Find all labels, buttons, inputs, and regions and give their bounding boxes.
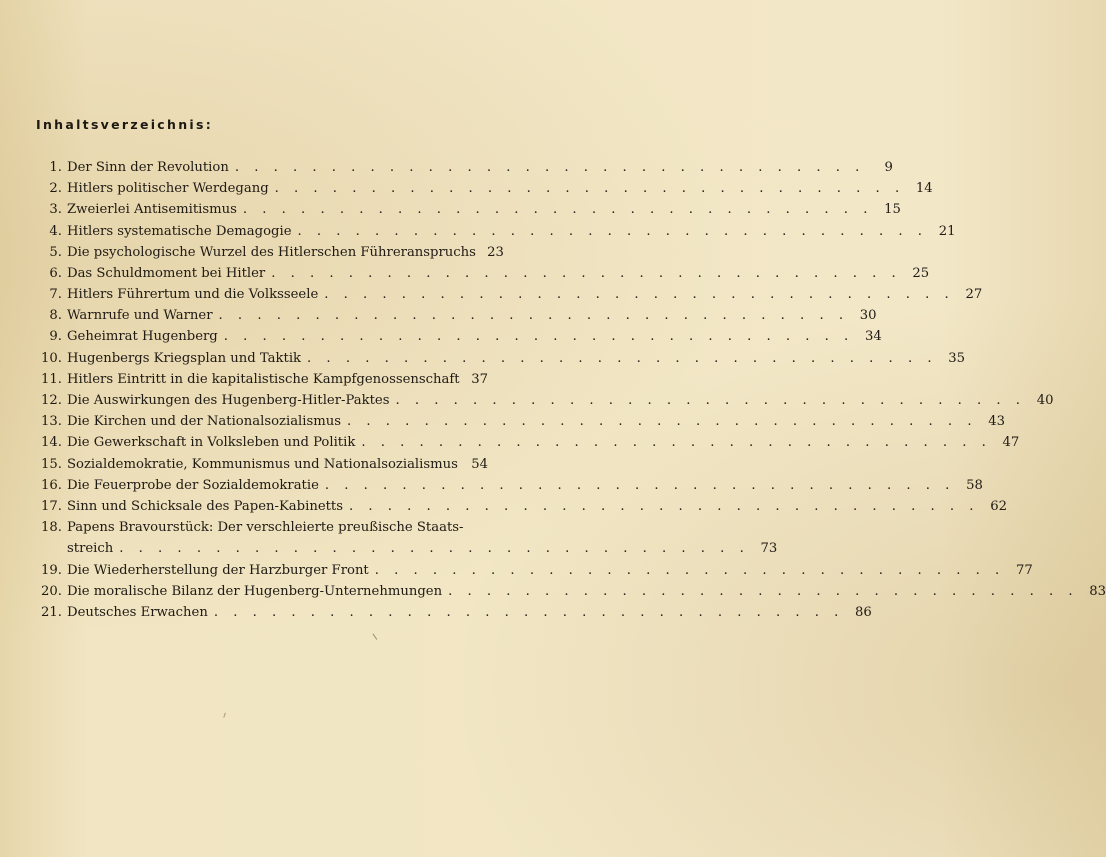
toc-entry-page: 30	[859, 308, 877, 324]
toc-entry-title: Zweierlei Antisemitismus	[67, 202, 237, 218]
toc-entry-page: 58	[966, 477, 983, 493]
toc-entry-title: Warnrufe und Warner	[67, 308, 213, 324]
toc-entry-title: Die moralische Bilanz der Hugenberg-Unternehmungen	[67, 583, 443, 599]
toc-entry-number: 20.	[41, 583, 62, 599]
toc-entry-page: 77	[1015, 562, 1033, 578]
toc-entry-title: Der Sinn der Revolution	[67, 159, 229, 175]
toc-entry-title: Hitlers systematische Demagogie	[67, 223, 292, 239]
leader-dots: . . . . . . . . . . . . . . . . . . . . . . . . . . . . . . . . .	[348, 498, 979, 514]
toc-entry-page: 34	[864, 329, 882, 345]
toc-entry-number: 7.	[49, 287, 62, 303]
toc-entry	[36, 411, 1006, 432]
toc-entry	[36, 327, 882, 348]
toc-entry-number: 6.	[49, 265, 62, 281]
toc-entry-title: Hitlers Führertum und die Volksseele	[67, 287, 319, 303]
toc-entry-number: 15.	[41, 456, 62, 472]
leader-dots: . . . . . . . . . . . . . . . . . . . . . . . . . . . . . . . . .	[218, 308, 849, 324]
toc-entry-number: 8.	[49, 308, 62, 324]
leader-dots: . . . . . . . . . . . . . . . . . . . . . . . . . . . . . . . . .	[213, 604, 844, 620]
leader-dots: . . . . . . . . . . . . . . . . . . . . . . . . . . . . . . . . .	[361, 435, 992, 451]
leader-dots: . . . . . . . . . . . . . . . . . . . . . . . . . . . . . . . . .	[223, 329, 854, 345]
toc-entry-title: Die psychologische Wurzel des Hitlerschen Führeranspruchs	[67, 244, 476, 260]
paper-mark	[223, 713, 228, 719]
leader-dots: . . . . . . . . . . . . . . . . . . . . . . . . . . . . . . . . .	[242, 202, 873, 218]
toc-entry	[36, 221, 956, 242]
toc-entry-title: Die Wiederherstellung der Harzburger Front	[67, 562, 369, 578]
toc-entry-page: 27	[965, 287, 983, 303]
toc-entry-number: 13.	[41, 414, 62, 430]
toc-entry-title-continued: streich	[67, 541, 114, 557]
toc-entry-page: 21	[938, 223, 956, 239]
toc-heading: Inhaltsverzeichnis:	[36, 117, 214, 132]
leader-dots: . . . . . . . . . . . . . . . . . . . . . . . . . . . . . . . . .	[234, 159, 865, 175]
toc-entry	[36, 602, 872, 623]
paper-mark	[372, 631, 380, 640]
toc-entry	[36, 560, 1033, 581]
toc-entry-page: 73	[760, 541, 778, 557]
leader-dots: . . . . . . . . . . . . . . . . . . . . . . . . . . . . . . . . .	[297, 223, 928, 239]
toc-entry	[36, 263, 930, 284]
toc-entry-title: Hitlers Eintritt in die kapitalistische Kampfgenossenschaft	[67, 371, 460, 387]
toc-entry-number: 21.	[41, 604, 62, 620]
leader-dots: . . . . . . . . . . . . . . . . . . . . . . . . . . . . . . . . .	[119, 541, 750, 557]
toc-entry-title: Das Schuldmoment bei Hitler	[67, 265, 266, 281]
toc-entry-page: 25	[912, 265, 930, 281]
toc-entry-number: 9.	[49, 329, 62, 345]
toc-entry-page: 37	[471, 371, 488, 387]
toc-entry-number: 14.	[41, 435, 62, 451]
leader-dots: . . . . . . . . . . . . . . . . . . . . . . . . . . . . . . . . .	[271, 265, 902, 281]
toc-entry	[36, 284, 983, 305]
toc-entry-number: 19.	[41, 562, 62, 578]
toc-entry	[36, 517, 778, 559]
toc-entry-number: 11.	[41, 371, 62, 387]
toc-entry-title: Die Kirchen und der Nationalsozialismus	[67, 414, 342, 430]
leader-dots: . . . . . . . . . . . . . . . . . . . . . . . . . . . . . . . . .	[448, 583, 1079, 599]
toc-entry	[36, 157, 893, 178]
leader-dots: . . . . . . . . . . . . . . . . . . . . . . . . . . . . . . . . .	[395, 393, 1026, 409]
toc-entry	[36, 348, 966, 369]
toc-entry-number: 17.	[41, 498, 62, 514]
toc-entry-title: Hitlers politischer Werdegang	[67, 181, 269, 197]
toc-entry-title: Die Feuerprobe der Sozialdemokratie	[67, 477, 319, 493]
toc-list	[36, 157, 1106, 623]
toc-entry	[36, 199, 901, 220]
toc-entry-page: 83	[1089, 583, 1106, 599]
toc-entry	[36, 496, 1007, 517]
toc-entry-page: 86	[855, 604, 872, 620]
toc-entry-number: 10.	[41, 350, 62, 366]
toc-entry-title: Die Auswirkungen des Hugenberg-Hitler-Paktes	[67, 393, 390, 409]
toc-entry-title: Geheimrat Hugenberg	[67, 329, 218, 345]
toc-entry-page: 35	[948, 350, 966, 366]
toc-entry-number: 5.	[49, 244, 62, 260]
toc-entry-number: 16.	[41, 477, 62, 493]
toc-entry-number: 2.	[49, 181, 62, 197]
toc-entry-page: 47	[1002, 435, 1020, 451]
toc-entry-number: 4.	[49, 223, 62, 239]
toc-entry	[36, 432, 1020, 453]
leader-dots: . . . . . . . . . . . . . . . . . . . . . . . . . . . . . . . . .	[324, 287, 955, 303]
toc-entry-number: 1.	[49, 159, 62, 175]
leader-dots: . . . . . . . . . . . . . . . . . . . . . . . . . . . . . . . . .	[347, 414, 978, 430]
toc-entry	[36, 178, 933, 199]
toc-entry	[36, 581, 1106, 602]
toc-entry-number: 3.	[49, 202, 62, 218]
toc-entry	[36, 475, 983, 496]
leader-dots: . . . . . . . . . . . . . . . . . . . . . . . . . . . . . . . . .	[274, 181, 905, 197]
toc-entry-title: Hugenbergs Kriegsplan und Taktik	[67, 350, 302, 366]
toc-entry-page: 54	[471, 456, 488, 472]
toc-entry-page: 9	[884, 159, 893, 175]
toc-entry-title: Die Gewerkschaft in Volksleben und Politik	[67, 435, 356, 451]
toc-entry-number: 12.	[41, 393, 62, 409]
leader-dots: . . . . . . . . . . . . . . . . . . . . . . . . . . . . . . . . .	[307, 350, 938, 366]
leader-dots: . . . . . . . . . . . . . . . . . . . . . . . . . . . . . . . . .	[324, 477, 955, 493]
toc-entry	[36, 454, 488, 475]
toc-entry-title: Sozialdemokratie, Kommunismus und Nationalsozialismus	[67, 456, 458, 472]
toc-entry	[36, 369, 488, 390]
toc-entry	[36, 390, 1054, 411]
toc-entry	[36, 242, 504, 263]
toc-entry-page: 23	[487, 244, 504, 260]
toc-entry-page: 15	[884, 202, 901, 218]
toc-entry-number: 18.	[41, 520, 62, 536]
toc-entry-title: Sinn und Schicksale des Papen-Kabinetts	[67, 498, 343, 514]
toc-entry-title: Papens Bravourstück: Der verschleierte preußische Staats-	[67, 520, 464, 536]
toc-entry-page: 14	[915, 181, 933, 197]
toc-entry-page: 62	[990, 498, 1007, 514]
toc-entry-page: 43	[988, 414, 1006, 430]
toc-entry	[36, 305, 877, 326]
leader-dots: . . . . . . . . . . . . . . . . . . . . . . . . . . . . . . . . .	[374, 562, 1005, 578]
toc-entry-title: Deutsches Erwachen	[67, 604, 208, 620]
toc-entry-page: 40	[1036, 393, 1054, 409]
